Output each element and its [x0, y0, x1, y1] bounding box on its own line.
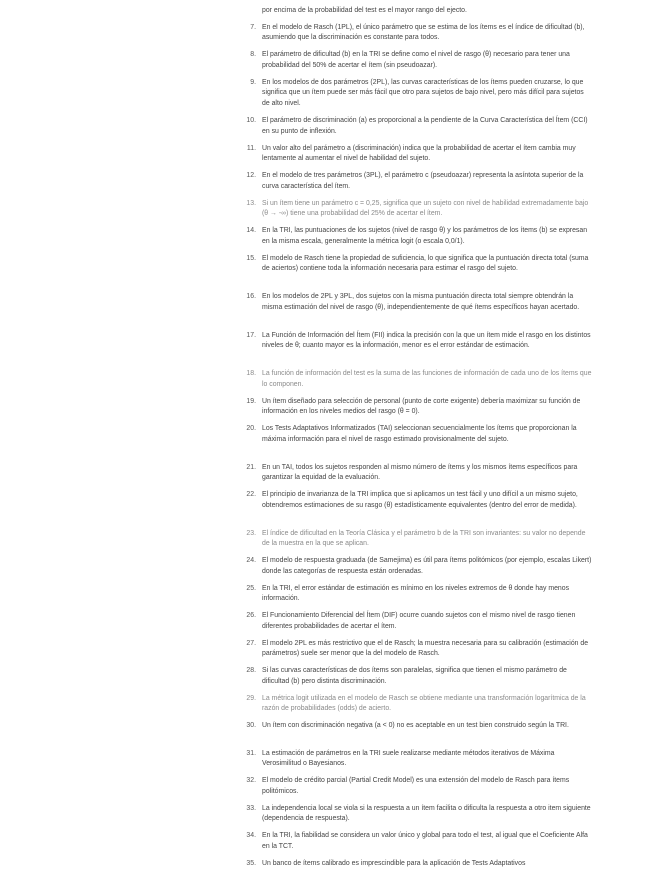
item-number: 27.: [246, 639, 256, 647]
list-item: [250, 23, 592, 46]
list-item: [246, 859, 592, 871]
list-item: [250, 78, 592, 112]
item-text: El modelo de Rasch tiene la propiedad de suficiencia, lo que significa que la puntuación directa total (suma de aciertos) contiene toda la información necesaria para estimar el rasgo del sujeto.: [262, 254, 589, 273]
item-number: 17.: [246, 331, 256, 339]
list-item: [246, 749, 592, 772]
item-text: En la TRI, el error estándar de estimación es mínimo en los niveles extremos de θ donde hay menos información.: [262, 584, 570, 603]
list-item: [246, 424, 592, 458]
list-item: [246, 292, 592, 326]
item-text: En el modelo de tres parámetros (3PL), el parámetro c (pseudoazar) representa la asíntota superior de la curva característica del ítem.: [262, 172, 584, 190]
list-item: [246, 721, 592, 744]
list-item: [246, 116, 592, 139]
item-text: El principio de invarianza de la TRI implica que si aplicamos un test fácil y uno difícil a un mismo sujeto, obtendremos estimaciones de su rasgo (θ) estadísticamente equivalentes (dentro del error de medida).: [262, 491, 578, 509]
list-item: [250, 50, 592, 73]
item-text: Si las curvas características de dos ítems son paralelas, significa que tienen el mismo parámetro de dificultad (b) pero distinta discriminación.: [262, 667, 567, 685]
item-text: En los modelos de dos parámetros (2PL), las curvas características de los ítems pueden cruzarse, lo que significa que un ítem puede ser más fácil que otro para sujetos de bajo nivel, pero más difícil para sujetos de alto nivel.: [262, 78, 584, 107]
list-item: [246, 199, 592, 222]
list-item: [246, 776, 592, 799]
item-number: 29.: [246, 694, 256, 702]
item-number: 31.: [246, 749, 256, 757]
item-number: 16.: [246, 293, 256, 300]
item-number: 18.: [246, 370, 256, 377]
item-text: El modelo 2PL es más restrictivo que el de Rasch; la muestra necesaria para su calibración (estimación de parámetros) suele ser menor que la del modelo de Rasch.: [262, 639, 589, 658]
item-number: 26.: [246, 612, 256, 619]
list-item: [246, 666, 592, 689]
item-number: 9.: [250, 78, 256, 86]
list-item: [246, 490, 592, 524]
item-text: La Función de Información del Ítem (FII) indica la precisión con la que un ítem mide el rasgo en los distintos niveles de θ; cuanto mayor es la información, menor es el error estándar de estimación.: [262, 331, 591, 350]
list-item: [246, 254, 592, 288]
item-number: 15.: [246, 254, 256, 262]
item-number: 25.: [246, 584, 256, 592]
list-item: [246, 639, 592, 662]
item-text: Los Tests Adaptativos Informatizados (TAI) seleccionan secuencialmente los ítems que proporcionan la máxima información para el nivel de rasgo estimado provisionalmente del sujeto.: [262, 425, 577, 443]
list-item: [262, 6, 592, 18]
item-text: La independencia local se viola si la respuesta a un ítem facilita o dificulta la respuesta a otro item siguiente (dependencia de respuesta).: [262, 804, 591, 823]
item-number: 10.: [246, 117, 256, 124]
statement-list: [246, 6, 592, 875]
list-item: [246, 831, 592, 854]
list-item: [246, 529, 592, 552]
item-text: La métrica logit utilizada en el modelo de Rasch se obtiene mediante una transformación logarítmica de la razón de probabilidades (odds) de acierto.: [262, 694, 586, 713]
item-text: por encima de la probabilidad del test es el mayor rango del ejecto.: [262, 7, 467, 14]
item-number: 24.: [246, 557, 256, 564]
list-item: [246, 463, 592, 486]
list-item: [246, 694, 592, 717]
list-item: [246, 556, 592, 579]
item-text: En el modelo de Rasch (1PL), el único parámetro que se estima de los ítems es el índice de dificultad (b), asumiendo que la discriminación es constante para todos.: [262, 23, 585, 42]
list-item: [246, 226, 592, 249]
item-text: En los modelos de 2PL y 3PL, dos sujetos con la misma puntuación directa total siempre obtendrán la misma estimación del nivel de rasgo (θ), independientemente de qué ítems específicos hayan acertado.: [262, 293, 580, 311]
item-number: 8.: [250, 51, 256, 58]
item-text: Un banco de ítems calibrado es imprescindible para la aplicación de Tests Adaptativos: [262, 859, 526, 867]
list-item: [246, 369, 592, 392]
item-text: Un valor alto del parámetro a (discriminación) indica que la probabilidad de acertar el ítem cambia muy lentamente al aumentar el nivel de habilidad del sujeto.: [262, 144, 576, 163]
list-item: [246, 584, 592, 607]
list-item: [246, 144, 592, 167]
item-text: El modelo de crédito parcial (Partial Credit Model) es una extensión del modelo de Rasch para ítems politómicos.: [262, 777, 570, 795]
item-text: Un ítem con discriminación negativa (a < 0) no es aceptable en un test bien construido según la TRI.: [262, 722, 569, 729]
item-number: 7.: [250, 23, 256, 31]
item-text: El Funcionamiento Diferencial del Ítem (DIF) ocurre cuando sujetos con el mismo nivel de rasgo tienen diferentes probabilidades de acertar el ítem.: [262, 612, 576, 630]
list-item: [246, 611, 592, 634]
item-number: 20.: [246, 425, 256, 432]
list-item: [246, 397, 592, 420]
item-number: 34.: [246, 832, 256, 839]
item-number: 28.: [246, 667, 256, 674]
item-text: El parámetro de discriminación (a) es proporcional a la pendiente de la Curva Característica del Ítem (CCI) en su punto de inflexión.: [262, 117, 588, 135]
item-number: 23.: [246, 529, 256, 537]
item-number: 32.: [246, 777, 256, 784]
item-number: 14.: [246, 227, 256, 234]
item-number: 11.: [246, 144, 256, 152]
item-text: En la TRI, la fiabilidad se considera un valor único y global para todo el test, al igual que el Coeficiente Alfa en la TCT.: [262, 832, 588, 850]
item-text: El modelo de respuesta graduada (de Samejima) es útil para ítems politómicos (por ejemplo, escalas Likert) donde las categorías de respuesta están ordenadas.: [262, 557, 592, 575]
item-number: 30.: [246, 722, 256, 729]
item-text: Un ítem diseñado para selección de personal (punto de corte exigente) debería maximizar su función de información en los niveles medios del rasgo (θ = 0).: [262, 397, 581, 416]
item-text: En un TAI, todos los sujetos responden al mismo número de ítems y los mismos ítems específicos para garantizar la equidad de la evaluación.: [262, 463, 578, 482]
list-item: [246, 804, 592, 827]
item-text: El parámetro de dificultad (b) en la TRI se define como el nivel de rasgo (θ) necesario para tener una probabilidad del 50% de acertar el ítem (sin pseudoazar).: [262, 51, 570, 69]
item-number: 33.: [246, 804, 256, 812]
item-text: La estimación de parámetros en la TRI suele realizarse mediante métodos iterativos de Máxima Verosimilitud o Bayesianos.: [262, 749, 555, 768]
item-text: Si un ítem tiene un parámetro c = 0,25, significa que un sujeto con nivel de habilidad extremadamente bajo (θ → -∞) tiene una probabilidad del 25% de acertar el ítem.: [262, 199, 589, 218]
item-number: 13.: [246, 199, 256, 207]
item-number: 22.: [246, 491, 256, 498]
item-number: 21.: [246, 463, 256, 471]
item-number: 12.: [246, 172, 256, 179]
item-text: En la TRI, las puntuaciones de los sujetos (nivel de rasgo θ) y los parámetros de los ítems (b) se expresan en la misma escala, generalmente la métrica logit (o escala 0,0/1).: [262, 227, 588, 245]
list-item: [246, 331, 592, 365]
list-item: [246, 171, 592, 194]
item-text: El índice de dificultad en la Teoría Clásica y el parámetro b de la TRI son invariantes: su valor no depende de la muestra en la que se aplican.: [262, 529, 586, 548]
item-number: 35.: [246, 859, 256, 867]
item-number: 19.: [246, 397, 256, 405]
item-text: La función de información del test es la suma de las funciones de información de cada uno de los ítems que lo componen.: [262, 370, 592, 388]
